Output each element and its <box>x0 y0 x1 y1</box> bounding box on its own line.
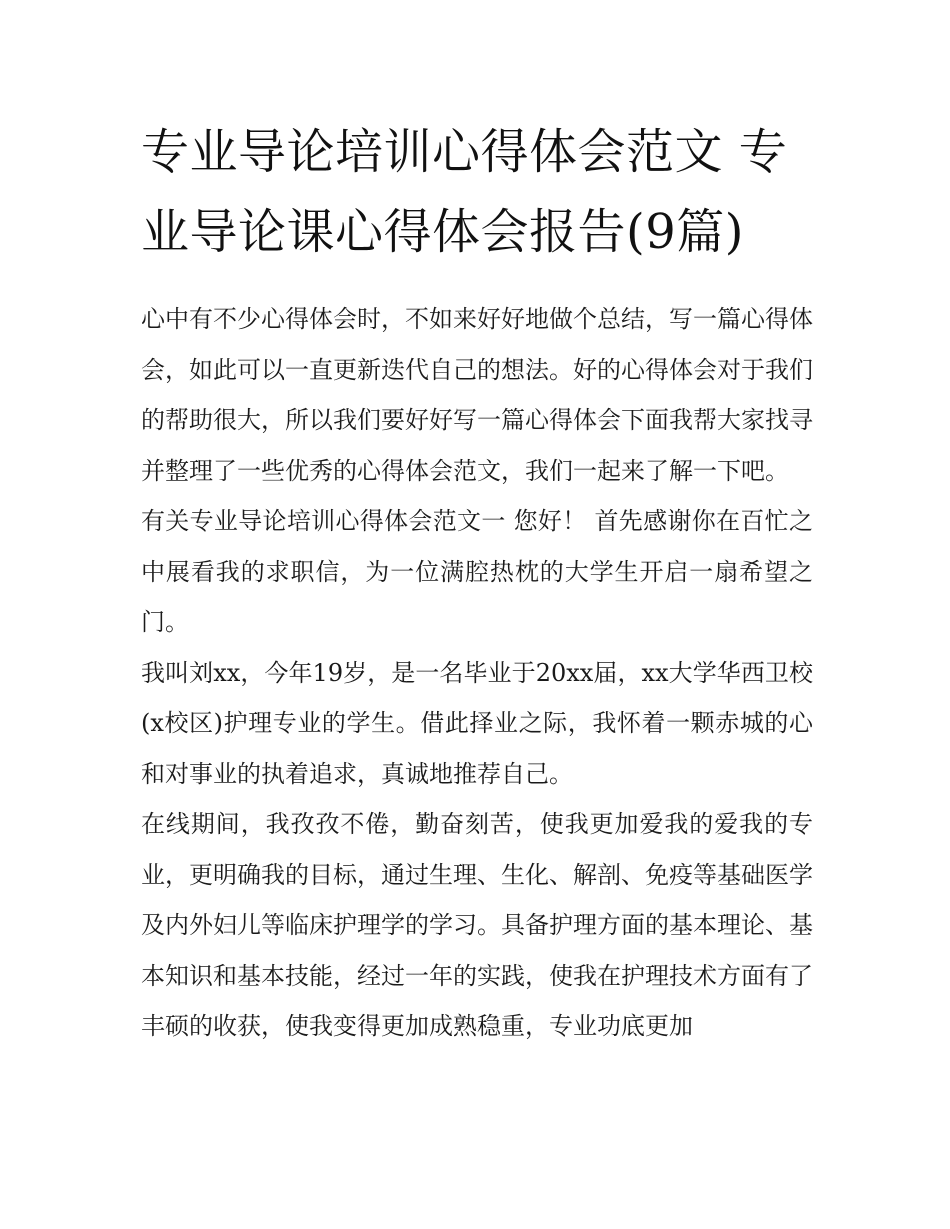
paragraph-greeting: 有关专业导论培训心得体会范文一 您好！ 首先感谢你在百忙之中展看我的求职信，为一位满腔热枕的大学生开启一扇希望之门。 <box>141 507 813 636</box>
document-body <box>141 112 813 1052</box>
document-title: 专业导论培训心得体会范文 专业导论课心得体会报告(9篇) <box>141 124 788 260</box>
paragraph-self-introduction: 我叫刘xx，今年19岁，是一名毕业于20xx届，xx大学华西卫校(x校区)护理专业的学生。借此择业之际，我怀着一颗赤城的心和对事业的执着追求，真诚地推荐自己。 <box>141 658 813 788</box>
paragraph-intro: 心中有不少心得体会时，不如来好好地做个总结，写一篇心得体会，如此可以一直更新迭代自己的想法。好的心得体会对于我们的帮助很大，所以我们要好好写一篇心得体会下面我帮大家找寻并整理了一些优秀的心得体会范文，我们一起来了解一下吧。 <box>141 305 813 485</box>
paragraph-study-experience: 在线期间，我孜孜不倦，勤奋刻苦，使我更加爱我的爱我的专业，更明确我的目标，通过生理、生化、解剖、免疫等基础医学及内外妇儿等临床护理学的学习。具备护理方面的基本理论、基本知识和基本技能，经过一年的实践，使我在护理技术方面有了丰硕的收获，使我变得更加成熟稳重，专业功底更加 <box>141 810 813 1040</box>
